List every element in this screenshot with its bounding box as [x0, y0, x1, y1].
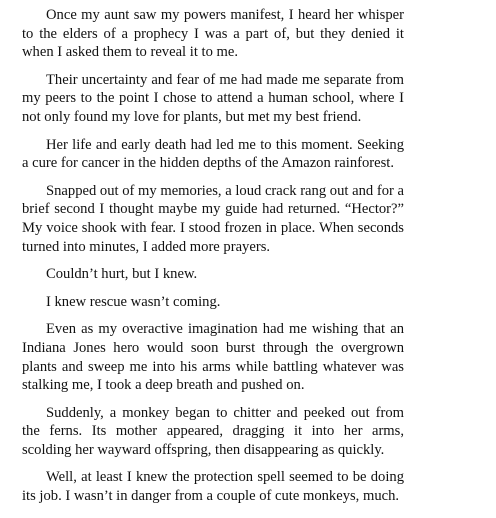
paragraph-9: Well, at least I knew the protection spell seemed to be doing its job. I wasn’t in danger from a couple of cute monkeys, much.: [22, 469, 404, 505]
paragraph-2: Their uncertainty and fear of me had made me separate from my peers to the point I chose to attend a human school, where I not only found my love for plants, but met my best friend.: [22, 71, 404, 125]
paragraph-1: Once my aunt saw my powers manifest, I heard her whisper to the elders of a prophecy I was a part of, but they denied it when I asked them to reveal it to me.: [22, 7, 404, 61]
paragraph-7: Even as my overactive imagination had me wishing that an Indiana Jones hero would soon burst through the overgrown plants and sweep me into his arms while battling whatever was stalking me, I took a deep breath and pushed on.: [22, 321, 404, 394]
paragraph-6: I knew rescue wasn’t coming.: [46, 293, 221, 310]
paragraph-4: Snapped out of my memories, a loud crack rang out and for a brief second I thought maybe my guide had returned. “Hector?” My voice shook with fear. I stood frozen in place. When seconds turned into minutes, I added more prayers.: [22, 182, 404, 255]
paragraph-5: Couldn’t hurt, but I knew.: [46, 266, 198, 283]
paragraph-8: Suddenly, a monkey began to chitter and peeked out from the ferns. Its mother appeared, dragging it into her arms, scolding her wayward offspring, then disappearing as quickly.: [22, 404, 404, 458]
paragraph-3: Her life and early death had led me to this moment. Seeking a cure for cancer in the hidden depths of the Amazon rainforest.: [22, 136, 404, 172]
